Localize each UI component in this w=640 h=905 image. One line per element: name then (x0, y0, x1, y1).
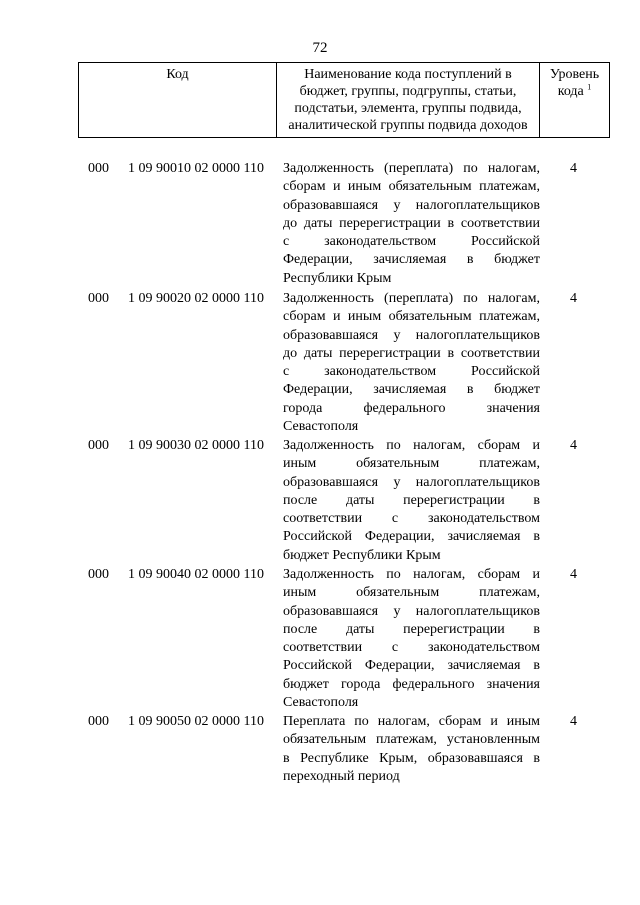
header-code: Код (166, 67, 189, 82)
row-level: 4 (570, 714, 577, 729)
row-name-line: Севастополя (283, 695, 359, 711)
row-name-line: иным обязательным платежам, (283, 456, 540, 472)
row-name-line: образовавшаяся у налогоплательщиков (283, 603, 540, 619)
row-name-line: соответствии с законодательством (283, 640, 540, 656)
header-name-line: бюджет, группы, подгруппы, статьи, (299, 84, 517, 99)
row-admin-code: 000 (88, 714, 109, 729)
row-name-line: Задолженность (переплата) по налогам, (283, 291, 540, 306)
row-name-line: иным обязательным платежам, (283, 585, 540, 601)
header-name-line: подстатьи, элемента, группы подвида, (294, 101, 522, 116)
table-header (78, 62, 610, 138)
header-name (276, 63, 540, 137)
row-name-line: после даты перерегистрации в (283, 492, 540, 508)
row-name-line: бюджет города федерального значения (283, 676, 540, 692)
row-name (283, 566, 540, 712)
row-name-line: Республики Крым (283, 270, 392, 286)
row-name-line: обязательным платежам, установленным (283, 732, 540, 748)
row-budget-code: 1 09 90040 02 0000 110 (128, 567, 264, 582)
row-name-line: сборам и иным обязательным платежам, (283, 309, 540, 325)
row-name-line: до даты перерегистрации в соответствии (283, 215, 540, 231)
row-name-line: образовавшаяся у налогоплательщиков (283, 474, 540, 490)
row-budget-code: 1 09 90030 02 0000 110 (128, 438, 264, 453)
row-name-line: с законодательством Российской (283, 234, 540, 250)
row-name-line: Задолженность по налогам, сборам и (283, 438, 540, 453)
row-name-line: образовавшаяся у налогоплательщиков (283, 197, 540, 213)
row-name-line: города федерального значения (283, 400, 540, 416)
header-name-line: аналитической группы подвида доходов (288, 118, 528, 133)
header-level-line1: Уровень (549, 67, 600, 82)
row-level: 4 (570, 161, 577, 176)
row-name-line: образовавшаяся у налогоплательщиков (283, 327, 540, 343)
row-level: 4 (570, 291, 577, 306)
row-name-line: сборам и иным обязательным платежам, (283, 179, 540, 195)
row-name-line: Переплата по налогам, сборам и иным (283, 714, 540, 729)
row-level: 4 (570, 438, 577, 453)
row-name-line: в Республике Крым, образовавшаяся в (283, 750, 540, 766)
row-name (283, 713, 540, 786)
header-name-line: Наименование кода поступлений в (304, 67, 512, 82)
row-name-line: соответствии с законодательством (283, 511, 540, 527)
row-budget-code: 1 09 90020 02 0000 110 (128, 291, 264, 306)
page-number: 72 (312, 40, 328, 56)
row-name-line: бюджет Республики Крым (283, 547, 441, 563)
row-name-line: Российской Федерации, зачисляемая в (283, 658, 540, 674)
row-name (283, 160, 540, 288)
header-level-line2 (540, 83, 609, 100)
row-name-line: Задолженность (переплата) по налогам, (283, 161, 540, 176)
row-name (283, 437, 540, 565)
row-admin-code: 000 (88, 567, 109, 582)
row-name (283, 290, 540, 436)
row-name-line: переходный период (283, 768, 400, 784)
row-name-line: с законодательством Российской (283, 364, 540, 380)
row-admin-code: 000 (88, 438, 109, 453)
footnote-marker: 1 (587, 82, 592, 92)
header-level-word: кода (557, 84, 584, 99)
row-admin-code: 000 (88, 161, 109, 176)
row-name-line: после даты перерегистрации в (283, 621, 540, 637)
row-admin-code: 000 (88, 291, 109, 306)
row-name-line: Российской Федерации, зачисляемая в (283, 529, 540, 545)
row-name-line: до даты перерегистрации в соответствии (283, 345, 540, 361)
header-level (540, 63, 609, 137)
row-name-line: Федерации, зачисляемая в бюджет (283, 382, 540, 398)
row-budget-code: 1 09 90050 02 0000 110 (128, 714, 264, 729)
row-name-line: Федерации, зачисляемая в бюджет (283, 252, 540, 268)
row-name-line: Севастополя (283, 419, 359, 435)
row-budget-code: 1 09 90010 02 0000 110 (128, 161, 264, 176)
row-level: 4 (570, 567, 577, 582)
row-name-line: Задолженность по налогам, сборам и (283, 567, 540, 582)
